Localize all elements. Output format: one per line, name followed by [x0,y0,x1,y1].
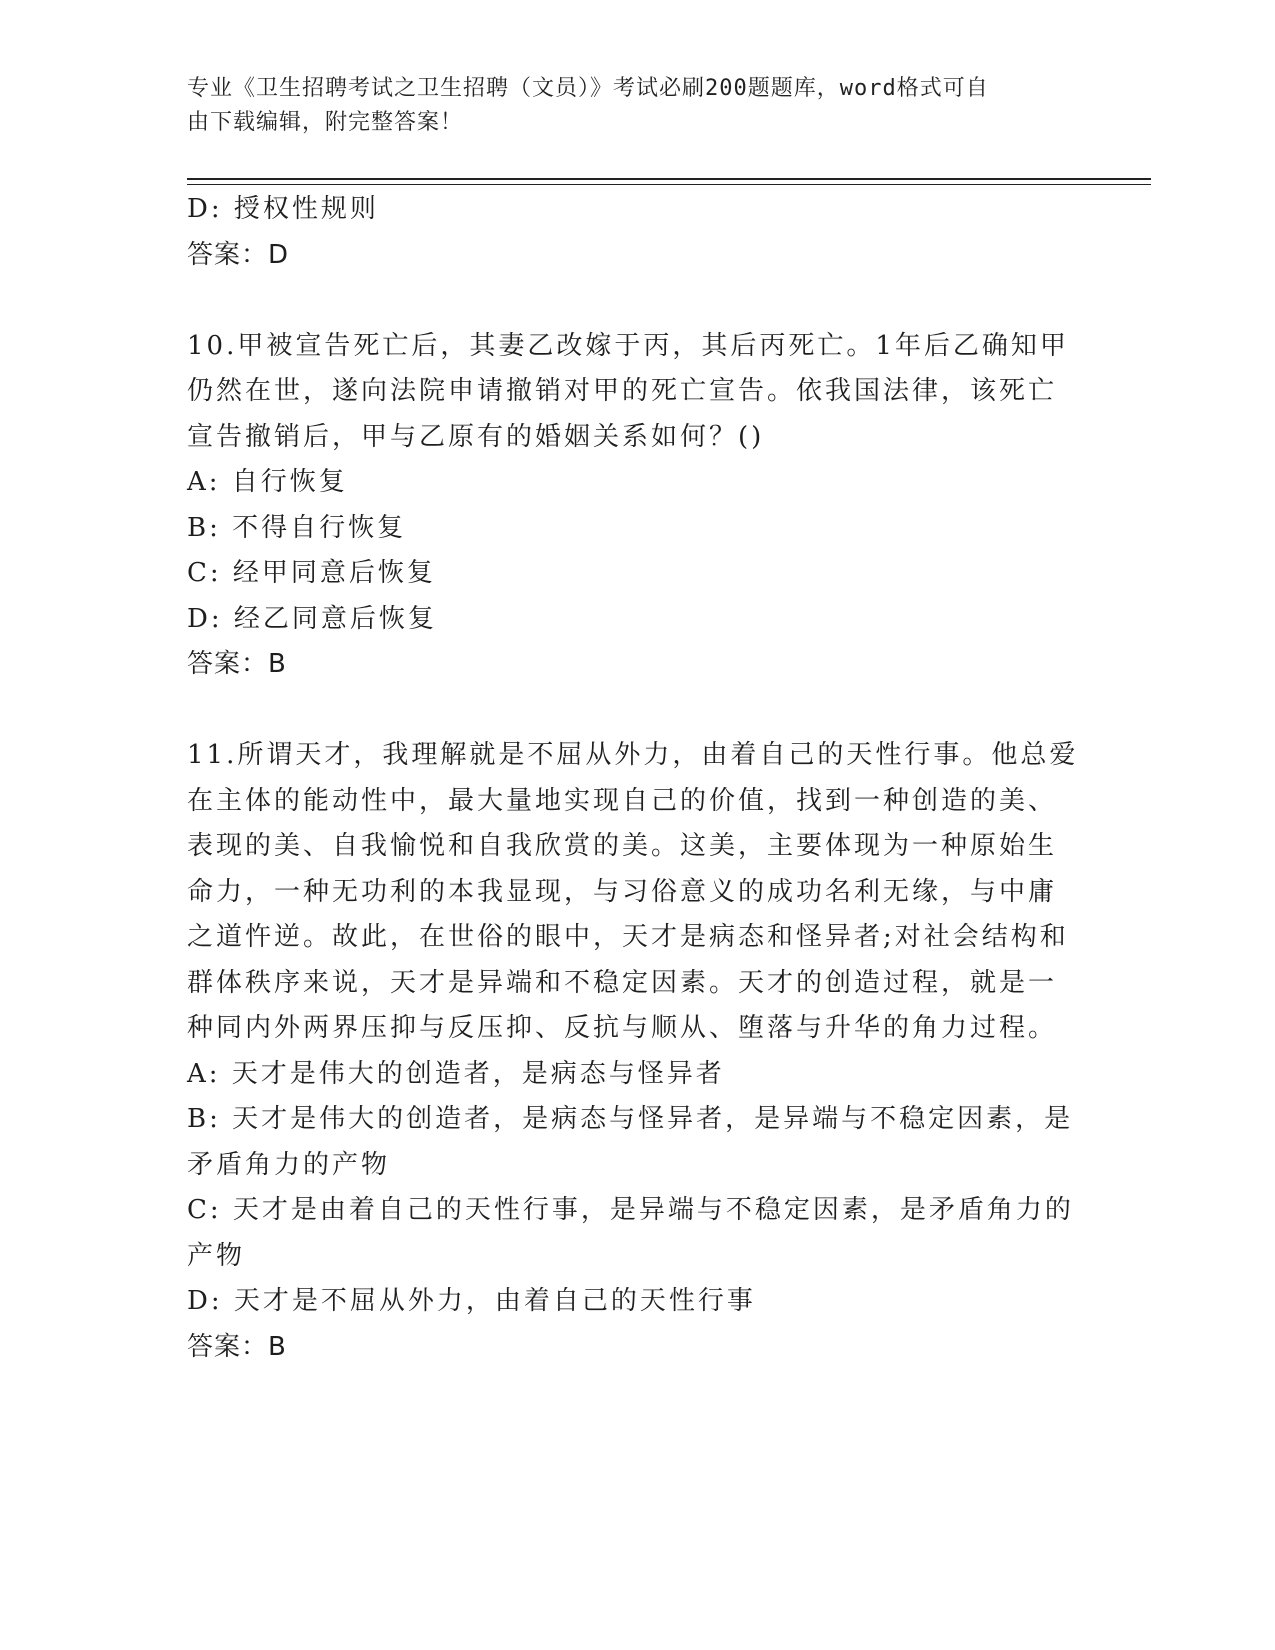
question-stem-line: 命力，一种无功利的本我显现，与习俗意义的成功名利无缘，与中庸 [187,876,1058,907]
header-line: 专业《卫生招聘考试之卫生招聘（文员）》考试必刷200题题库，word格式可自 [187,76,989,101]
question-stem-line: 仍然在世，遂向法院申请撤销对甲的死亡宣告。依我国法律，该死亡 [187,376,1058,406]
option-b: B: 不得自行恢复 [187,512,407,543]
question-stem-line: 宣告撤销后，甲与乙原有的婚姻关系如何？() [187,421,765,452]
document-header [187,72,1067,140]
header-divider [187,178,1151,180]
header-line: 由下载编辑，附完整答案！ [187,110,464,135]
option-c: C: 经甲同意后恢复 [187,558,436,588]
question-11 [187,733,1079,1370]
option-a: A: 天才是伟大的创造者，是病态与怪异者 [187,1058,725,1089]
option-d: D: 经乙同意后恢复 [187,603,437,634]
spacer [187,688,1067,734]
question-stem-line: 11.所谓天才，我理解就是不屈从外力，由着自己的天性行事。他总爱 [187,740,1079,770]
answer-line: 答案：D [187,239,290,270]
question-stem-line: 10.甲被宣告死亡后，其妻乙改嫁于丙，其后丙死亡。1年后乙确知甲 [187,330,1069,361]
spacer [187,278,1067,324]
option-d: D: 天才是不屈从外力，由着自己的天性行事 [187,1286,756,1316]
question-stem-line: 群体秩序来说，天才是异端和不稳定因素。天才的创造过程，就是一 [187,967,1058,998]
question-10 [187,324,1067,688]
option-b: B: 天才是伟大的创造者，是病态与怪异者，是异端与不稳定因素，是 [187,1104,1074,1134]
option-a: A: 自行恢复 [187,467,348,497]
option-b-continued: 矛盾角力的产物 [187,1149,391,1180]
option-c: C: 天才是由着自己的天性行事，是异端与不稳定因素，是矛盾角力的 [187,1195,1074,1225]
option-c-continued: 产物 [187,1240,246,1271]
header-divider-thin [187,184,1151,185]
question-stem-line: 种同内外两界压抑与反压抑、反抗与顺从、堕落与升华的角力过程。 [187,1013,1058,1043]
question-9-tail [187,187,1067,278]
option-d: D: 授权性规则 [187,194,379,224]
answer-line: 答案：B [187,1331,287,1362]
answer-line: 答案：B [187,649,287,679]
question-stem-line: 表现的美、自我愉悦和自我欣赏的美。这美，主要体现为一种原始生 [187,831,1058,861]
document-body [187,187,1079,1370]
question-stem-line: 之道忤逆。故此，在世俗的眼中，天才是病态和怪异者;对社会结构和 [187,922,1069,952]
question-stem-line: 在主体的能动性中，最大量地实现自己的价值，找到一种创造的美、 [187,785,1058,816]
